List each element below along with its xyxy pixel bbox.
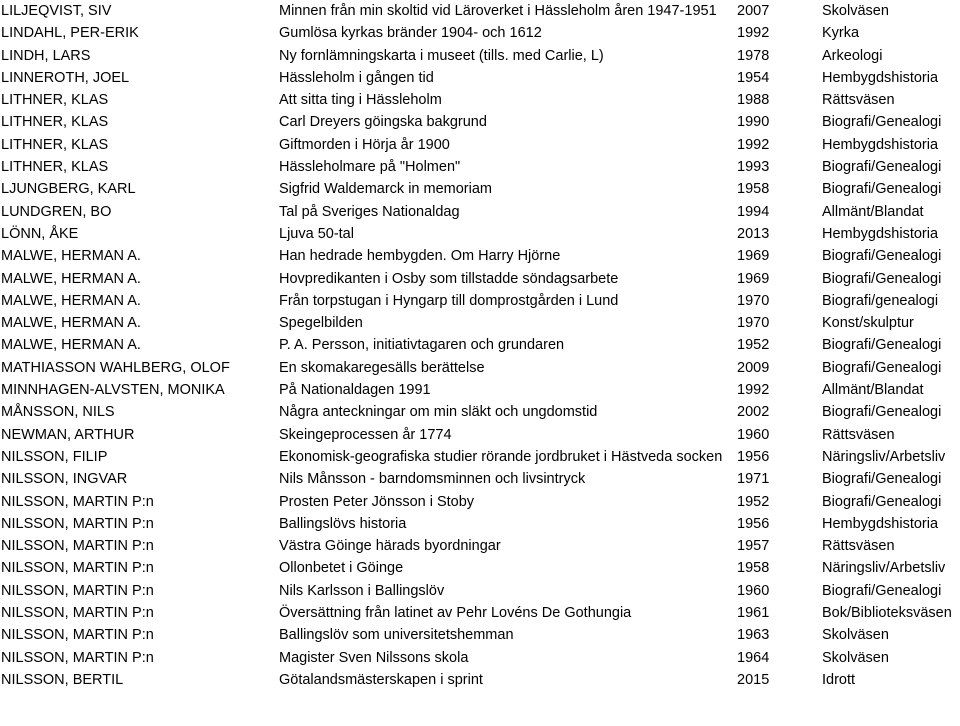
title-cell: Giftmorden i Hörja år 1900 <box>279 136 450 153</box>
year-cell: 1992 <box>737 25 770 42</box>
author-cell: LINNEROTH, JOEL <box>1 69 130 86</box>
year-cell: 1958 <box>737 181 770 198</box>
title-cell: Ekonomisk-geografiska studier rörande jordbruket i Hästveda socken <box>279 448 723 465</box>
category-cell: Konst/skulptur <box>822 315 914 332</box>
table-row <box>0 178 960 200</box>
title-cell: Hovpredikanten i Osby som tillstadde söndagsarbete <box>279 270 619 287</box>
author-cell: NILSSON, FILIP <box>1 448 108 465</box>
category-cell: Biografi/Genealogi <box>822 181 942 198</box>
table-row <box>0 446 960 468</box>
category-cell: Skolväsen <box>822 649 889 666</box>
table-row <box>0 67 960 89</box>
title-cell: En skomakaregesälls berättelse <box>279 359 485 376</box>
table-row <box>0 557 960 579</box>
category-cell: Biografi/Genealogi <box>822 270 942 287</box>
table-row <box>0 647 960 669</box>
author-cell: NILSSON, MARTIN P:n <box>1 515 154 532</box>
category-cell: Hembygdshistoria <box>822 136 939 153</box>
title-cell: Nils Månsson - barndomsminnen och livsintryck <box>279 471 586 488</box>
author-cell: NILSSON, MARTIN P:n <box>1 560 154 577</box>
table-row <box>0 379 960 401</box>
table-row <box>0 223 960 245</box>
title-cell: Sigfrid Waldemarck in memoriam <box>279 181 492 198</box>
category-cell: Skolväsen <box>822 3 889 19</box>
title-cell: Tal på Sveriges Nationaldag <box>279 203 460 220</box>
title-cell: Nils Karlsson i Ballingslöv <box>279 582 445 599</box>
year-cell: 1963 <box>737 627 770 644</box>
title-cell: Ballingslövs historia <box>279 515 407 532</box>
author-cell: NILSSON, MARTIN P:n <box>1 493 154 510</box>
year-cell: 1952 <box>737 493 770 510</box>
author-cell: NILSSON, MARTIN P:n <box>1 538 154 555</box>
author-cell: NILSSON, MARTIN P:n <box>1 649 154 666</box>
table-row <box>0 468 960 490</box>
year-cell: 2002 <box>737 404 770 421</box>
year-cell: 1960 <box>737 426 770 443</box>
table-row <box>0 245 960 267</box>
table-row <box>0 513 960 535</box>
year-cell: 1992 <box>737 136 770 153</box>
category-cell: Rättsväsen <box>822 538 895 555</box>
author-cell: LITHNER, KLAS <box>1 92 109 109</box>
table-row <box>0 201 960 223</box>
year-cell: 1960 <box>737 582 770 599</box>
year-cell: 2007 <box>737 3 770 19</box>
category-cell: Biografi/genealogi <box>822 292 939 309</box>
category-cell: Näringsliv/Arbetsliv <box>822 560 946 577</box>
year-cell: 1969 <box>737 270 770 287</box>
category-cell: Biografi/Genealogi <box>822 404 942 421</box>
author-cell: MALWE, HERMAN A. <box>1 292 141 309</box>
author-cell: MATHIASSON WAHLBERG, OLOF <box>1 359 230 376</box>
title-cell: På Nationaldagen 1991 <box>279 382 431 399</box>
category-cell: Biografi/Genealogi <box>822 471 942 488</box>
category-cell: Biografi/Genealogi <box>822 159 942 176</box>
year-cell: 1988 <box>737 92 770 109</box>
author-cell: LJUNGBERG, KARL <box>1 181 136 198</box>
category-cell: Rättsväsen <box>822 92 895 109</box>
category-cell: Biografi/Genealogi <box>822 582 942 599</box>
category-cell: Hembygdshistoria <box>822 515 939 532</box>
category-cell: Biografi/Genealogi <box>822 359 942 376</box>
category-cell: Allmänt/Blandat <box>822 203 924 220</box>
author-cell: NILSSON, MARTIN P:n <box>1 582 154 599</box>
year-cell: 1993 <box>737 159 770 176</box>
year-cell: 1961 <box>737 605 770 622</box>
author-cell: LUNDGREN, BO <box>1 203 112 220</box>
author-cell: MALWE, HERMAN A. <box>1 270 141 287</box>
author-cell: MALWE, HERMAN A. <box>1 337 141 354</box>
category-cell: Biografi/Genealogi <box>822 493 942 510</box>
year-cell: 1958 <box>737 560 770 577</box>
author-cell: NEWMAN, ARTHUR <box>1 426 135 443</box>
year-cell: 2015 <box>737 671 770 688</box>
author-cell: NILSSON, MARTIN P:n <box>1 605 154 622</box>
table-row <box>0 401 960 423</box>
year-cell: 1954 <box>737 69 770 86</box>
author-cell: LITHNER, KLAS <box>1 114 109 131</box>
year-cell: 1957 <box>737 538 770 555</box>
table-row <box>0 357 960 379</box>
author-cell: LILJEQVIST, SIV <box>1 3 112 19</box>
table-row <box>0 312 960 334</box>
title-cell: Ny fornlämningskarta i museet (tills. med Carlie, L) <box>279 47 604 64</box>
author-cell: NILSSON, BERTIL <box>1 671 124 688</box>
title-cell: Prosten Peter Jönsson i Stoby <box>279 493 475 510</box>
title-cell: Spegelbilden <box>279 315 363 332</box>
author-cell: MÅNSSON, NILS <box>1 404 115 421</box>
table-row <box>0 89 960 111</box>
title-cell: Han hedrade hembygden. Om Harry Hjörne <box>279 248 561 265</box>
category-cell: Biografi/Genealogi <box>822 337 942 354</box>
title-cell: Götalandsmästerskapen i sprint <box>279 671 483 688</box>
table-row <box>0 22 960 44</box>
author-cell: LITHNER, KLAS <box>1 159 109 176</box>
table-row <box>0 111 960 133</box>
author-cell: MALWE, HERMAN A. <box>1 315 141 332</box>
title-cell: Översättning från latinet av Pehr Lovéns De Gothungia <box>279 605 632 622</box>
table-row <box>0 669 960 691</box>
year-cell: 1964 <box>737 649 770 666</box>
category-cell: Hembygdshistoria <box>822 225 939 242</box>
year-cell: 1992 <box>737 382 770 399</box>
table-row <box>0 0 960 22</box>
category-cell: Rättsväsen <box>822 426 895 443</box>
category-cell: Skolväsen <box>822 627 889 644</box>
title-cell: Att sitta ting i Hässleholm <box>279 92 442 109</box>
title-cell: Några anteckningar om min släkt och ungdomstid <box>279 404 598 421</box>
table-row <box>0 334 960 356</box>
title-cell: Ljuva 50-tal <box>279 225 354 242</box>
title-cell: Skeingeprocessen år 1774 <box>279 426 452 443</box>
category-cell: Kyrka <box>822 25 860 42</box>
year-cell: 1952 <box>737 337 770 354</box>
category-cell: Biografi/Genealogi <box>822 248 942 265</box>
table-row <box>0 491 960 513</box>
table-row <box>0 424 960 446</box>
year-cell: 1969 <box>737 248 770 265</box>
table-row <box>0 268 960 290</box>
author-cell: NILSSON, INGVAR <box>1 471 128 488</box>
title-cell: Ollonbetet i Göinge <box>279 560 404 577</box>
author-cell: LÖNN, ÅKE <box>1 225 79 242</box>
title-cell: Minnen från min skoltid vid Läroverket i Hässleholm åren 1947-1951 <box>279 3 717 19</box>
author-cell: LINDH, LARS <box>1 47 91 64</box>
author-cell: MINNHAGEN-ALVSTEN, MONIKA <box>1 382 225 399</box>
category-cell: Näringsliv/Arbetsliv <box>822 448 946 465</box>
category-cell: Arkeologi <box>822 47 883 64</box>
title-cell: Västra Göinge härads byordningar <box>279 538 501 555</box>
year-cell: 1970 <box>737 315 770 332</box>
year-cell: 1971 <box>737 471 770 488</box>
year-cell: 1994 <box>737 203 770 220</box>
author-cell: NILSSON, MARTIN P:n <box>1 627 154 644</box>
table-row <box>0 134 960 156</box>
title-cell: Magister Sven Nilssons skola <box>279 649 469 666</box>
table-row <box>0 535 960 557</box>
title-cell: Hässleholmare på "Holmen" <box>279 159 461 176</box>
table-row <box>0 602 960 624</box>
author-cell: LINDAHL, PER-ERIK <box>1 25 139 42</box>
table-row <box>0 45 960 67</box>
title-cell: P. A. Persson, initiativtagaren och grundaren <box>279 337 565 354</box>
table-row <box>0 580 960 602</box>
table-row <box>0 290 960 312</box>
year-cell: 2013 <box>737 225 770 242</box>
title-cell: Carl Dreyers göingska bakgrund <box>279 114 487 131</box>
title-cell: Ballingslöv som universitetshemman <box>279 627 514 644</box>
year-cell: 1990 <box>737 114 770 131</box>
author-cell: MALWE, HERMAN A. <box>1 248 141 265</box>
year-cell: 1970 <box>737 292 770 309</box>
category-cell: Bok/Biblioteksväsen <box>822 605 952 622</box>
title-cell: Från torpstugan i Hyngarp till domprostgården i Lund <box>279 292 619 309</box>
title-cell: Gumlösa kyrkas bränder 1904- och 1612 <box>279 25 542 42</box>
year-cell: 1956 <box>737 448 770 465</box>
year-cell: 1978 <box>737 47 770 64</box>
table-row <box>0 624 960 646</box>
table-row <box>0 156 960 178</box>
category-cell: Allmänt/Blandat <box>822 382 924 399</box>
author-cell: LITHNER, KLAS <box>1 136 109 153</box>
category-cell: Idrott <box>822 671 856 688</box>
year-cell: 2009 <box>737 359 770 376</box>
title-cell: Hässleholm i gången tid <box>279 69 434 86</box>
category-cell: Hembygdshistoria <box>822 69 939 86</box>
category-cell: Biografi/Genealogi <box>822 114 942 131</box>
year-cell: 1956 <box>737 515 770 532</box>
